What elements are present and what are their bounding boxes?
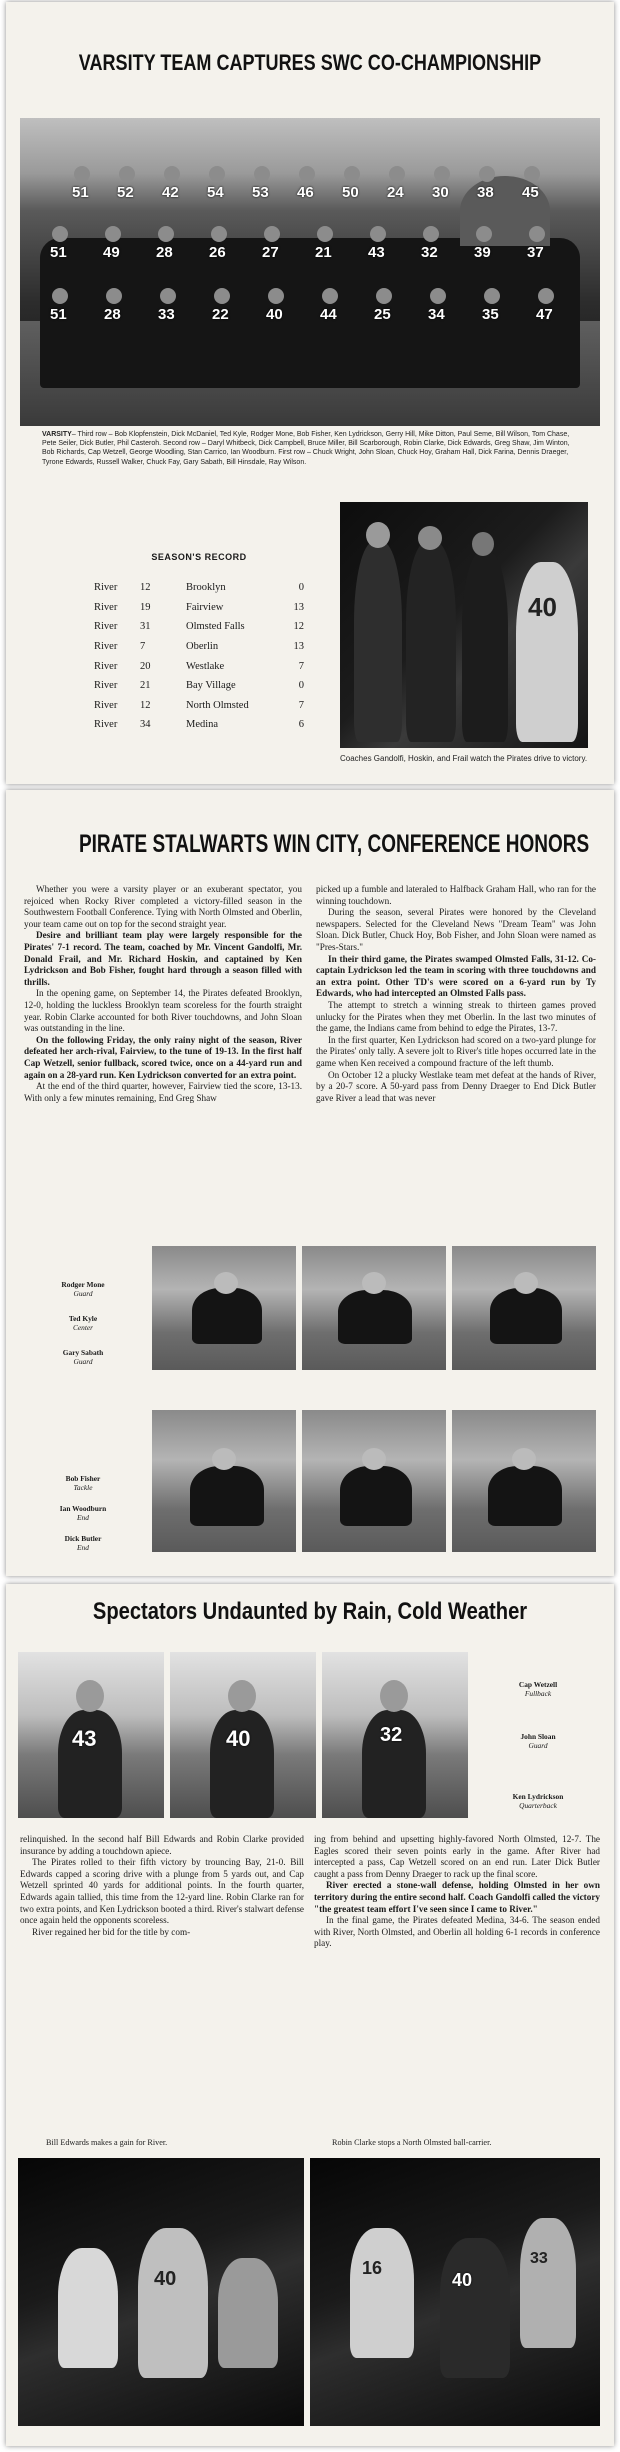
jersey-number: 43 xyxy=(72,1726,97,1751)
record-cell-score: 21 xyxy=(140,680,151,692)
player-head xyxy=(344,166,360,182)
page-title: VARSITY TEAM CAPTURES SWC CO-CHAMPIONSHIP xyxy=(78,50,542,75)
player-head xyxy=(74,166,90,182)
record-cell-opponent: Bay Village xyxy=(186,680,236,692)
player-head xyxy=(476,226,492,242)
jersey-number: 45 xyxy=(522,184,539,201)
yearbook-page-varsity xyxy=(6,2,614,784)
jersey-number: 51 xyxy=(50,244,67,261)
record-cell-opponent: Fairview xyxy=(186,601,224,613)
player-label: Ian Woodburn End xyxy=(59,1504,107,1522)
record-cell-score: 12 xyxy=(140,699,151,711)
lineman-photo xyxy=(452,1246,596,1370)
jersey-number: 33 xyxy=(530,2250,548,2267)
lineman-photo xyxy=(302,1246,446,1370)
player-head xyxy=(529,226,545,242)
jersey-number: 40 xyxy=(452,2270,473,2290)
record-row xyxy=(94,715,304,735)
record-cell-opp-score: 0 xyxy=(298,582,304,594)
record-cell-team: River xyxy=(94,641,118,653)
record-cell-opp-score: 6 xyxy=(298,719,304,731)
action-photo xyxy=(310,2158,600,2426)
jersey-number: 28 xyxy=(156,244,173,261)
player-label: Dick Butler End xyxy=(64,1534,102,1552)
lineman-photo xyxy=(152,1410,296,1552)
record-row xyxy=(94,637,304,657)
player-head xyxy=(211,226,227,242)
record-cell-team: River xyxy=(94,601,118,613)
record-cell-opponent: Oberlin xyxy=(186,641,219,653)
record-cell-opponent: Medina xyxy=(186,719,219,731)
record-cell-opponent: Olmsted Falls xyxy=(186,621,245,633)
jersey-number: 27 xyxy=(262,244,279,261)
jersey-number: 44 xyxy=(320,306,337,323)
player-head xyxy=(299,166,315,182)
player-head xyxy=(524,166,540,182)
jersey-number: 40 xyxy=(266,306,283,323)
player-head xyxy=(317,226,333,242)
action-photo-caption: Bill Edwards makes a gain for River. xyxy=(46,2138,168,2147)
jersey-number: 40 xyxy=(226,1726,251,1751)
record-row xyxy=(94,676,304,696)
player-head xyxy=(389,166,405,182)
record-cell-opp-score: 13 xyxy=(293,601,304,613)
jersey-number: 42 xyxy=(162,184,179,201)
jersey-number: 43 xyxy=(368,244,385,261)
player-head xyxy=(105,226,121,242)
player-head xyxy=(268,288,284,304)
record-cell-opp-score: 12 xyxy=(293,621,304,633)
jersey-number: 51 xyxy=(50,306,67,323)
coaches-caption: Coaches Gandolfi, Hoskin, and Frail watch the Pirates drive to victory. xyxy=(340,754,588,763)
record-cell-score: 12 xyxy=(140,582,151,594)
record-cell-team: River xyxy=(94,699,118,711)
record-cell-opponent: Westlake xyxy=(186,660,225,672)
season-record-table xyxy=(94,578,304,735)
player-label: Ken Lydrickson Quarterback xyxy=(512,1792,564,1810)
jersey-number: 37 xyxy=(527,244,544,261)
jersey-number: 21 xyxy=(315,244,332,261)
article-column-right: picked up a fumble and lateraled to Halfback Graham Hall, who ran for the winning touchdown. During the season, several Pirates were honored by the Cleveland newspapers. Selected for the Cleveland News "Dream Team" was John Sloan. Dick Butler, Chuck Hoy, Bob Fisher, and John Sloan were named as "Pres-Stars." In their third game, the Pirates swamped Olmsted Falls, 31-12. Co-captain Lydrickson led the team in scoring with three touchdowns and an extra point. Other TD's were scored on a 6-yard run by Ty Edwards, who had intercepted an Olmsted Falls pass. The attempt to stretch a winning streak to thirteen games proved unlucky for the Pirates when they met Oberlin. In the last two minutes of the game, the Indians came from behind to edge the Pirates, 13-7. In the first quarter, Ken Lydrickson had scored on a two-yard plunge for the Pirates' only tally. A severe jolt to River's title hopes occurred late in the game when Ken received a compound fracture of the left thumb. On October 12 a plucky Westlake team met defeat at the hands of River, by a 20-7 score. A 50-yard pass from Denny Draeger to End Dick Butler gave River a lead that was never xyxy=(316,884,596,1103)
jersey-number: 50 xyxy=(342,184,359,201)
player-label: Gary Sabath Guard xyxy=(62,1348,104,1366)
record-cell-team: River xyxy=(94,680,118,692)
player-head xyxy=(106,288,122,304)
record-row xyxy=(94,696,304,716)
jersey-number: 32 xyxy=(421,244,438,261)
jersey-number: 46 xyxy=(297,184,314,201)
record-cell-score: 20 xyxy=(140,660,151,672)
record-cell-opp-score: 0 xyxy=(298,680,304,692)
team-roster-caption: VARSITY– Third row – Bob Klopfenstein, Dick McDaniel, Ted Kyle, Rodger Mone, Bob Fisher, Ken Lydrickson, Gerry Hill, Mike Ditton, Paul Seme, Bill Wilson, Tom Chase, Pete Seiler, Dick Butler, Phil Casteroh. Second row – Daryl Whitbeck, Dick Campbell, Bruce Miller, Bill Scarborough, Robin Clarke, Dick Edwards, Greg Shaw, Jim Winton, Bob Richards, Cap Wetzell, George Woodling, Stan Carrico, Ian Woodburn. First row – Chuck Wright, John Sloan, Chuck Hoy, Graham Hall, Dick Farina, Dennis Draeger, Tyrone Edwards, Russell Walker, Chuck Fay, Gary Sabath, Bill Hinsdale, Ray Wilson. xyxy=(42,431,570,466)
player-head xyxy=(160,288,176,304)
record-cell-team: River xyxy=(94,719,118,731)
player-head xyxy=(119,166,135,182)
player-head xyxy=(423,226,439,242)
player-label: Rodger Mone Guard xyxy=(61,1280,105,1298)
player-portrait xyxy=(170,1652,316,1818)
player-head xyxy=(264,226,280,242)
jersey-number: 54 xyxy=(207,184,224,201)
record-cell-opp-score: 7 xyxy=(298,699,304,711)
jersey-number: 40 xyxy=(154,2268,177,2290)
yearbook-page-spectators xyxy=(6,1584,614,2446)
coaches-photo xyxy=(340,502,588,748)
player-head xyxy=(214,288,230,304)
player-head xyxy=(370,226,386,242)
record-cell-opp-score: 13 xyxy=(293,641,304,653)
article-column-left: Whether you were a varsity player or an exuberant spectator, you rejoiced when Rocky River completed a victory-filled season in the Southwestern Football Conference. Tying with North Olmsted and Oberlin, your team came out on top for the second straight year. Desire and brilliant team play were largely responsible for the Pirates' 7-1 record. The team, coached by Mr. Vincent Gandolfi, Mr. Donald Frail, and Mr. Richard Hoskin, and captained by Ken Lydrickson and Bob Fisher, fought hard through a season filled with thrills. In the opening game, on September 14, the Pirates defeated Brooklyn, 12-0, holding the luckless Brooklyn team scoreless for the fourth straight year. Robin Clarke accounted for both River touchdowns, and John Sloan was outstanding in the line. On the following Friday, the only rainy night of the season, River defeated her arch-rival, Fairview, to the tune of 19-13. In the first half Cap Wetzell, senior fullback, scored twice, once on a 44-yard run and again on a 28-yard run. Ken Lydrickson converted for an extra point. At the end of the third quarter, however, Fairview tied the score, 13-13. With only a few minutes remaining, End Greg Shaw xyxy=(24,884,302,1103)
record-row xyxy=(94,656,304,676)
player-head xyxy=(376,288,392,304)
jersey-number: 28 xyxy=(104,306,121,323)
player-head xyxy=(209,166,225,182)
jersey-number: 53 xyxy=(252,184,269,201)
jersey-number: 26 xyxy=(209,244,226,261)
record-cell-score: 7 xyxy=(140,641,146,653)
jersey-number: 30 xyxy=(432,184,449,201)
jersey-number: 39 xyxy=(474,244,491,261)
player-head xyxy=(479,166,495,182)
jersey-number: 16 xyxy=(362,2258,383,2278)
article-column-left: relinquished. In the second half Bill Edwards and Robin Clarke provided insurance by adding a touchdown apiece. The Pirates rolled to their fifth victory by trouncing Bay, 21-0. Bill Edwards capped a scoring drive with a plunge from 5 yards out, and Cap Wetzell sprinted 40 yards for additional points. In the fourth quarter, Edwards again tallied, this time from the 12-yard line. Robin Clarke ran for two extra points, and Ken Lydrickson booted a third. River's stalwart defense once again held the opponents scoreless. River regained her bid for the title by com- xyxy=(20,1834,304,1937)
varsity-team-photo xyxy=(20,118,600,426)
jersey-number: 33 xyxy=(158,306,175,323)
jersey-number: 34 xyxy=(428,306,445,323)
player-head xyxy=(430,288,446,304)
jersey-number: 24 xyxy=(387,184,404,201)
season-record-title: SEASON'S RECORD xyxy=(151,552,247,562)
player-head xyxy=(434,166,450,182)
lineman-photo xyxy=(152,1246,296,1370)
action-photo-caption: Robin Clarke stops a North Olmsted ball-carrier. xyxy=(332,2138,492,2147)
jersey-number: 22 xyxy=(212,306,229,323)
jersey-number: 38 xyxy=(477,184,494,201)
page-title: Spectators Undaunted by Rain, Cold Weather xyxy=(92,1598,528,1625)
jersey-number: 52 xyxy=(117,184,134,201)
jersey-number: 40 xyxy=(528,592,557,622)
player-label: Ted Kyle Center xyxy=(68,1314,98,1332)
jersey-number: 35 xyxy=(482,306,499,323)
record-cell-team: River xyxy=(94,621,118,633)
jersey-number: 47 xyxy=(536,306,553,323)
player-head xyxy=(538,288,554,304)
record-cell-team: River xyxy=(94,582,118,594)
jersey-number: 32 xyxy=(380,1724,403,1746)
record-row xyxy=(94,617,304,637)
player-label: Cap Wetzell Fullback xyxy=(518,1680,558,1698)
page-title: PIRATE STALWARTS WIN CITY, CONFERENCE HONORS xyxy=(78,830,590,858)
player-head xyxy=(52,288,68,304)
record-cell-score: 31 xyxy=(140,621,151,633)
action-photo xyxy=(18,2158,304,2426)
lineman-photo xyxy=(302,1410,446,1552)
record-row xyxy=(94,578,304,598)
player-head xyxy=(254,166,270,182)
player-portrait xyxy=(18,1652,164,1818)
jersey-number: 25 xyxy=(374,306,391,323)
record-cell-opponent: Brooklyn xyxy=(186,582,226,594)
player-head xyxy=(164,166,180,182)
lineman-photo xyxy=(452,1410,596,1552)
player-label: John Sloan Guard xyxy=(520,1732,556,1750)
jersey-number: 51 xyxy=(72,184,89,201)
record-cell-score: 34 xyxy=(140,719,151,731)
article-column-right: ing from behind and upsetting highly-favored North Olmsted, 12-7. The Eagles scored their seven points early in the game. After River had intercepted a pass, Cap Wetzell scored on an end run. Later Dick Butler caught a pass from Denny Draeger to rack up the final score. River erected a stone-wall defense, holding Olmsted in her own territory during the entire second half. Coach Gandolfi called the victory "the greatest team effort I've seen since I came to River." In the final game, the Pirates defeated Medina, 34-6. The season ended with River, North Olmsted, and Oberlin all holding 6-1 records in conference play. xyxy=(314,1834,600,1949)
record-cell-score: 19 xyxy=(140,601,151,613)
player-label: Bob Fisher Tackle xyxy=(65,1474,101,1492)
record-cell-opponent: North Olmsted xyxy=(186,699,249,711)
player-head xyxy=(52,226,68,242)
player-portrait xyxy=(322,1652,468,1818)
record-cell-opp-score: 7 xyxy=(298,660,304,672)
player-head xyxy=(322,288,338,304)
player-head xyxy=(158,226,174,242)
player-head xyxy=(484,288,500,304)
record-row xyxy=(94,598,304,618)
yearbook-page-stalwarts xyxy=(6,790,614,1576)
record-cell-team: River xyxy=(94,660,118,672)
jersey-number: 49 xyxy=(103,244,120,261)
